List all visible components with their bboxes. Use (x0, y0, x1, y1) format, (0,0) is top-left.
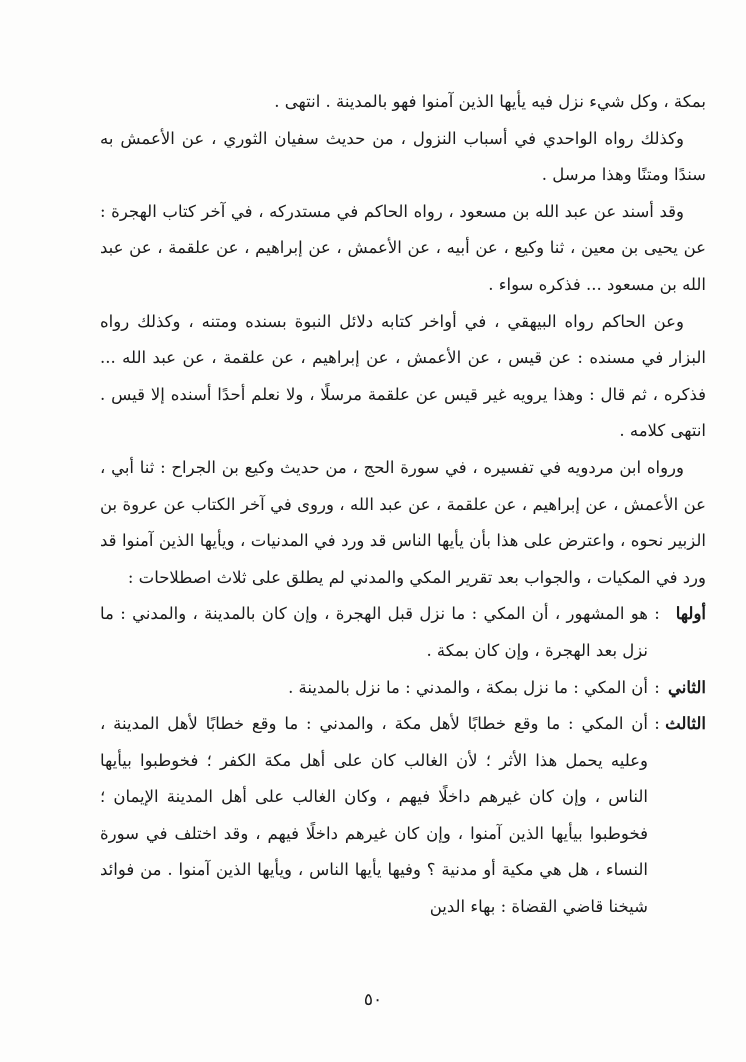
term-first-colon: : (654, 604, 660, 624)
paragraph-3: وقد أسند عن عبد الله بن مسعود ، رواه الحاكم في مستدركه ، في آخر كتاب الهجرة : عن يحيى بن معين ، ثنا وكيع ، عن أبيه ، عن الأعمش ، عن إبراهيم ، عن علقمة ، عن عبد الله بن مسعود ... فذكره سواء . (100, 201, 706, 294)
term-third-text: أن المكي : ما وقع خطابًا لأهل مكة ، والمدني : ما وقع خطابًا لأهل المدينة ، وعليه يحمل هذا الأثر ؛ لأن الغالب كان على أهل مكة الكفر ؛ فخوطبوا بيأيها الناس ، وإن كان غيرهم داخلًا فيهم ، وكان الغالب على أهل المدينة الإيمان ؛ فخوطبوا بيأيها الذين آمنوا ، وإن كان غيرهم داخلًا فيهم ، وقد اختلف في سورة النساء ، هل هي مكية أو مدنية ؟ وفيها يأيها الناس ، ويأيها الذين آمنوا . من فوائد شيخنا قاضي القضاة : بهاء الدين (100, 714, 648, 917)
term-first-label: أولها (675, 604, 706, 624)
paragraph-5: ورواه ابن مردويه في تفسيره ، في سورة الحج ، من حديث وكيع بن الجراح : ثنا أبي ، عن الأعمش ، عن إبراهيم ، عن علقمة ، عن عبد الله ، وروى في آخر الكتاب عن عروة بن الزبير نحوه ، واعترض على هذا بأن يأيها الناس قد ورد في المدنيات ، ويأيها الذين آمنوا قد ورد في المكيات ، والجواب بعد تقرير المكي والمدني لم يطلق على ثلاث اصطلاحات : (100, 457, 706, 587)
page-number: ٥٠ (363, 990, 383, 1010)
term-third (100, 706, 706, 926)
page-body (100, 84, 706, 926)
term-second-colon: : (654, 677, 660, 697)
term-third-label: الثالث (665, 714, 706, 734)
term-second-label: الثاني (668, 677, 706, 697)
term-first (100, 596, 706, 669)
paragraph-2: وكذلك رواه الواحدي في أسباب النزول ، من حديث سفيان الثوري ، عن الأعمش به سندًا ومتنًا وهذا مرسل . (100, 128, 706, 185)
term-third-colon: : (654, 714, 660, 734)
term-first-text: هو المشهور ، أن المكي : ما نزل قبل الهجرة ، وإن كان بالمدينة ، والمدني : ما نزل بعد الهجرة ، وإن كان بمكة . (100, 604, 648, 660)
paragraph-1: بمكة ، وكل شيء نزل فيه يأيها الذين آمنوا فهو بالمدينة . انتهى . (274, 92, 706, 111)
term-second (100, 670, 706, 707)
paragraph-4: وعن الحاكم رواه البيهقي ، في أواخر كتابه دلائل النبوة بسنده ومتنه ، وكذلك رواه البزار في مسنده : عن قيس ، عن الأعمش ، عن إبراهيم ، عن علقمة ، عن عبد الله ... فذكره ، ثم قال : وهذا يرويه غير قيس عن علقمة مرسلًا ، ولا نعلم أحدًا أسنده إلا قيس . انتهى كلامه . (100, 311, 706, 441)
term-second-text: أن المكي : ما نزل بمكة ، والمدني : ما نزل بالمدينة . (288, 677, 648, 697)
